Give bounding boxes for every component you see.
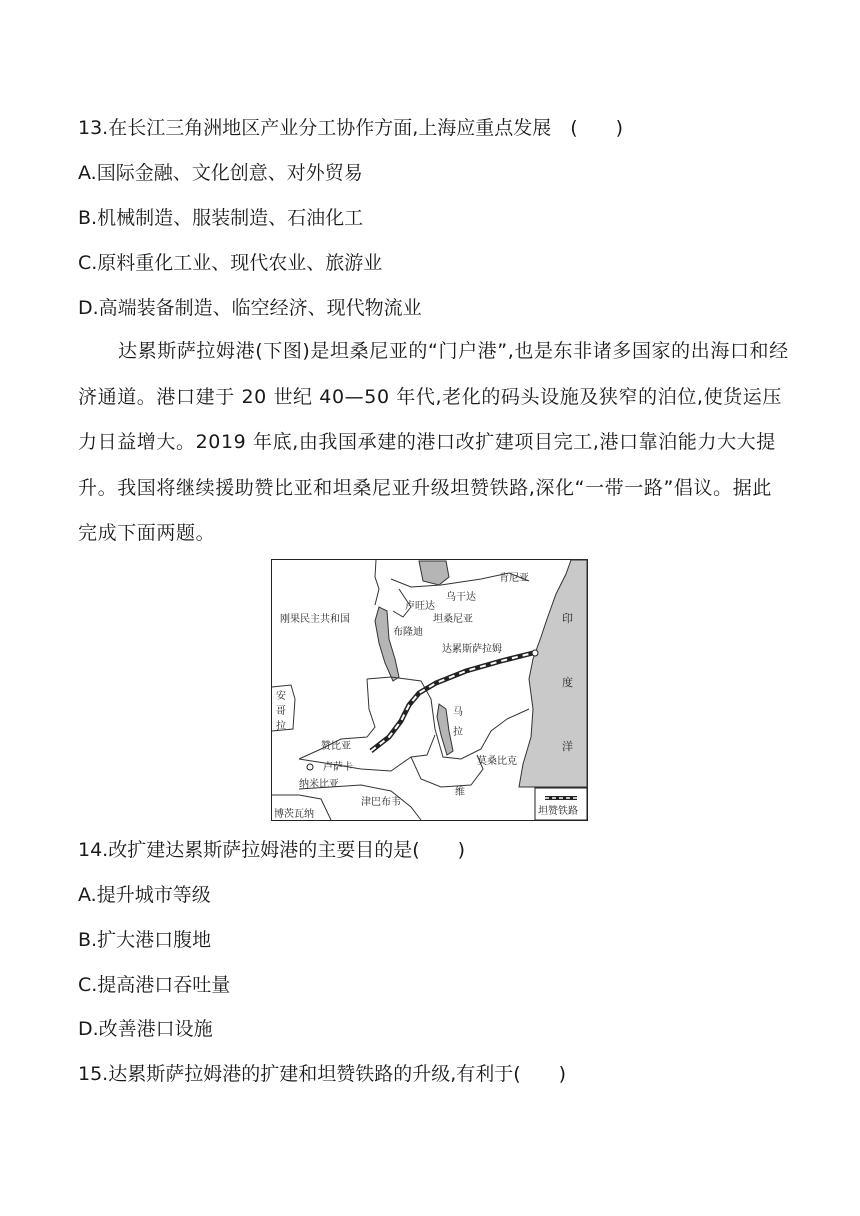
label-angola-2: 哥 [276,706,286,717]
label-dar: 达累斯萨拉姆 [442,644,502,655]
label-angola-3: 拉 [276,721,286,732]
label-malawi-3: 维 [455,787,465,798]
q14-stem: 14.改扩建达累斯萨拉姆港的主要目的是( ) [78,839,466,861]
q13-option-b: B.机械制造、服装制造、石油化工 [78,207,364,229]
dar-port-marker [532,650,538,656]
passage: 达累斯萨拉姆港(下图)是坦桑尼亚的“门户港”,也是东非诸多国家的出海口和经济通道。港口建于 20 世纪 40—50 年代,老化的码头设施及狭窄的泊位,使货运压力日益增大。2019 年底,由我国承建的港口改扩建项目完工,港口靠泊能力大大提升。我国将继续援助赞比亚和坦桑尼亚升级坦赞铁路,深化“一带一路”倡议。据此完成下面两题。 [78,340,789,544]
q14-option-d: D.改善港口设施 [78,1018,213,1040]
map-legend [535,788,587,820]
q13-option-d: D.高端装备制造、临空经济、现代物流业 [78,297,422,319]
label-botswana: 博茨瓦纳 [274,809,314,820]
label-mozambique: 莫桑比克 [477,756,517,767]
label-ocean-1: 印 [562,612,573,625]
label-lusaka: 卢萨卡 [323,762,353,773]
label-rwanda: 卢旺达 [405,601,435,612]
label-angola-1: 安 [276,691,286,702]
q14-option-a: A.提升城市等级 [78,884,211,906]
q13-option-a: A.国际金融、文化创意、对外贸易 [78,162,363,184]
label-ocean-2: 度 [562,676,573,689]
q13-stem: 13.在长江三角洲地区产业分工协作方面,上海应重点发展 ( ) [78,117,624,139]
lusaka-marker [307,764,313,770]
legend-label: 坦赞铁路 [538,806,578,817]
label-tanzania: 坦桑尼亚 [433,614,473,625]
label-namibia: 纳米比亚 [299,779,339,790]
label-uganda: 乌干达 [446,592,476,603]
label-burundi: 布隆迪 [393,627,423,638]
label-kenya: 肯尼亚 [499,573,529,584]
label-malawi-2: 拉 [453,727,463,738]
label-malawi-1: 马 [453,707,463,718]
label-drc: 刚果民主共和国 [280,614,350,625]
q13-option-c: C.原料重化工业、现代农业、旅游业 [78,252,383,274]
label-zimbabwe: 津巴布韦 [361,797,401,808]
label-ocean-3: 洋 [562,740,573,753]
q14-option-b: B.扩大港口腹地 [78,929,212,951]
tanzania-map [271,559,588,821]
label-zambia: 赞比亚 [321,741,351,752]
q15-stem: 15.达累斯萨拉姆港的扩建和坦赞铁路的升级,有利于( ) [78,1063,567,1085]
q14-option-c: C.提高港口吞吐量 [78,974,231,996]
